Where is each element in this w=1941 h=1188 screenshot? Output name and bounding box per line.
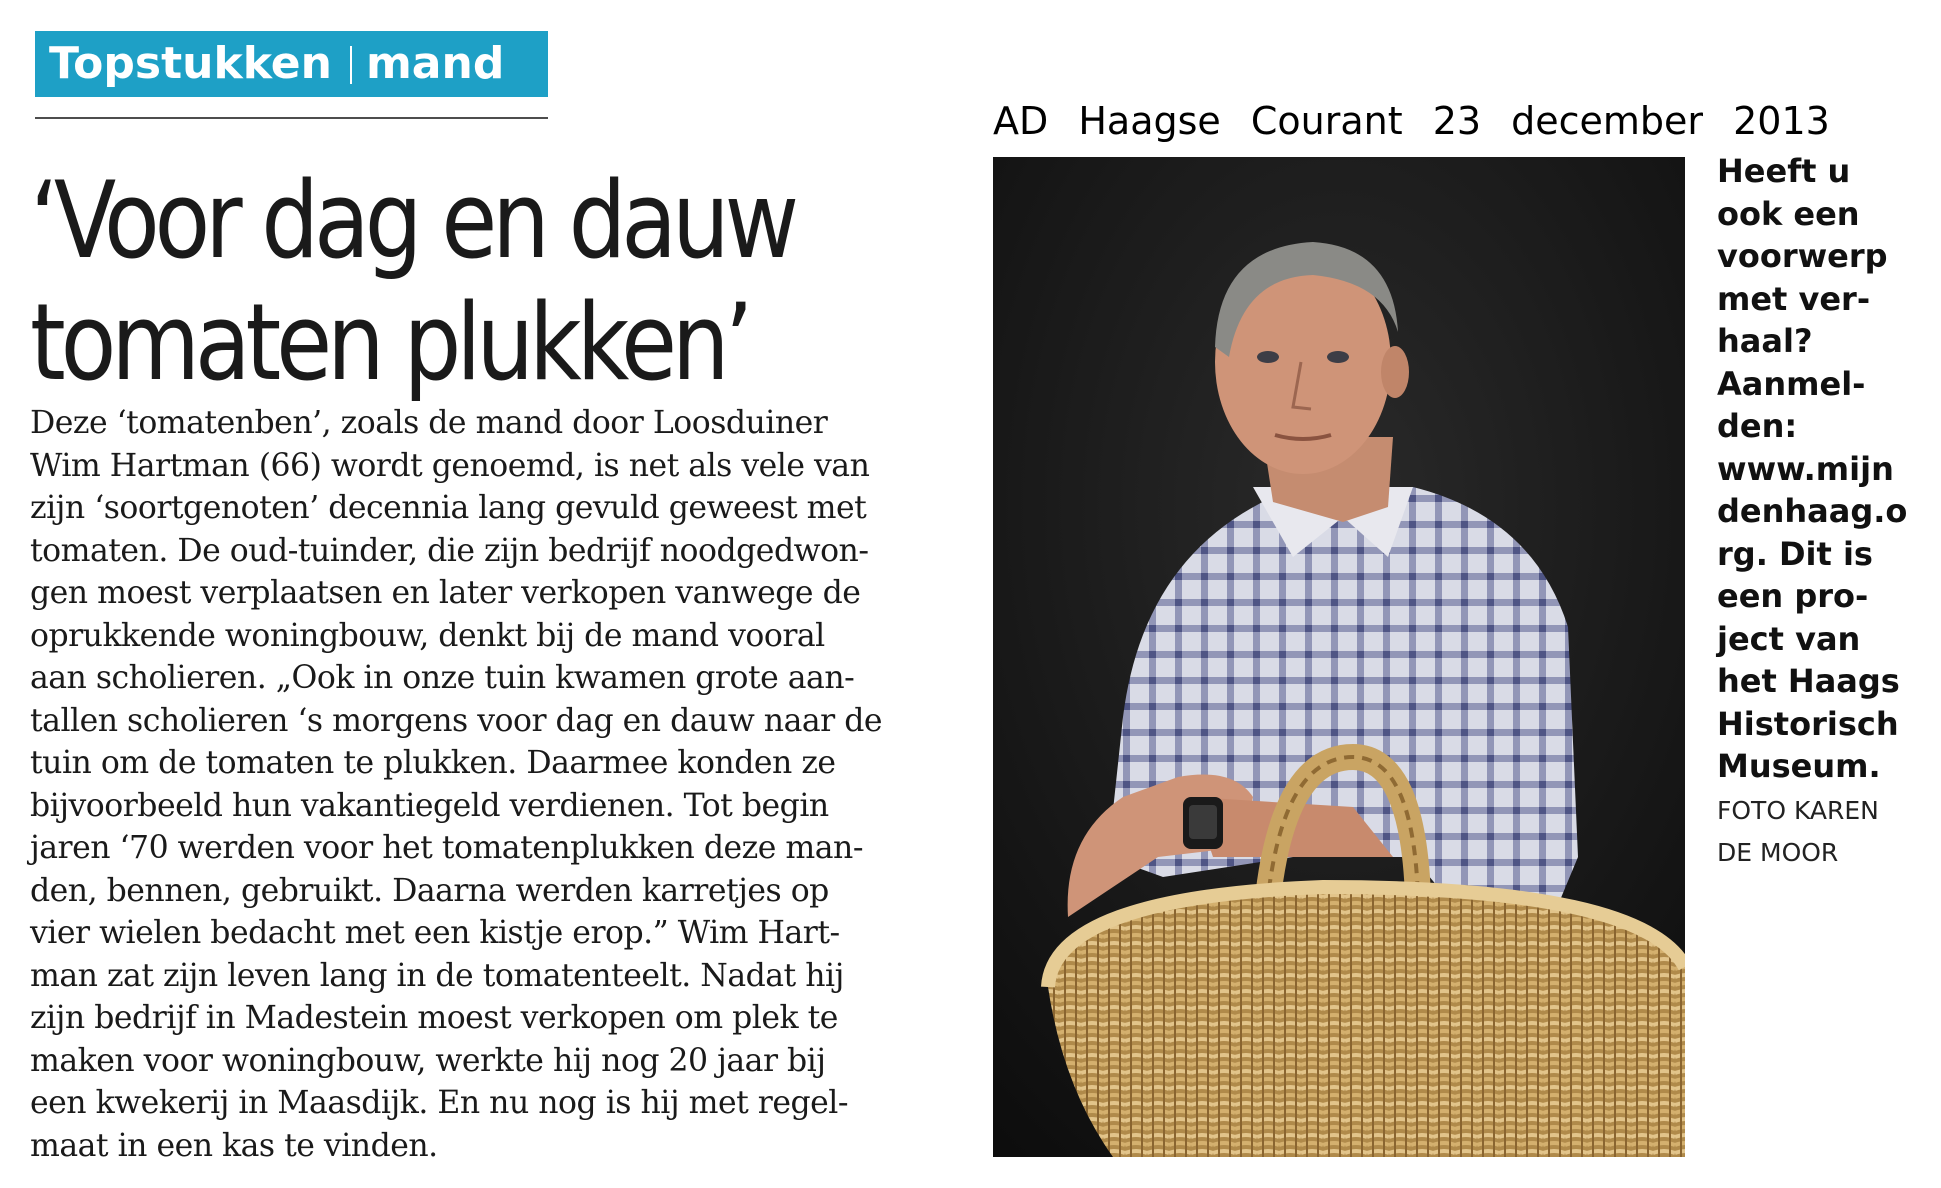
section-banner [35,31,548,97]
photo-credit [1717,790,1932,874]
body-line: oprukkende woningbouw, denkt bij de mand vooral [30,617,825,654]
sidebar-line: rg. Dit is [1717,534,1873,573]
sidebar-line: denhaag.o [1717,492,1908,530]
body-line: een kwekerij in Maasdijk. En nu nog is hij met regel- [30,1085,849,1121]
man-with-basket-illustration [993,157,1685,1157]
body-line: Deze ‘tomatenben’, zoals de mand door Loosduiner [30,405,828,441]
sidebar-line: haal? [1717,322,1813,360]
section-sublabel: mand [365,38,505,89]
headline-line-2: tomaten plukken’ [30,281,749,404]
body-line: zijn ‘soortgenoten’ decennia lang gevuld geweest met [30,490,867,526]
body-line: Wim Hartman (66) wordt genoemd, is net als vele van [30,447,870,484]
sidebar-line: Heeft u [1717,152,1851,190]
body-line: zijn bedrijf in Madestein moest verkopen om plek te [30,1000,838,1036]
sidebar-line: den: [1717,407,1798,445]
body-line: tallen scholieren ‘s morgens voor dag en dauw naar de [30,702,883,739]
sidebar-line: www.mijn [1717,449,1894,488]
article-body [30,402,955,1167]
sidebar-callout [1717,150,1932,788]
section-divider [350,46,352,84]
article-photo [993,157,1685,1157]
body-line: tuin om de tomaten te plukken. Daarmee konden ze [30,745,836,781]
header-rule [35,117,548,119]
body-line: maken voor woningbouw, werkte hij nog 20 jaar bij [30,1042,826,1079]
credit-line: DE MOOR [1717,838,1839,867]
body-line: maat in een kas te vinden. [30,1127,438,1164]
body-line: tomaten. De oud-tuinder, die zijn bedrijf noodgedwon- [30,532,869,569]
section-label: Topstukken [49,38,332,89]
sidebar-line: voorwerp [1717,237,1888,275]
body-line: vier wielen bedacht met een kistje erop.” Wim Hart- [30,915,840,951]
body-line: den, bennen, gebruikt. Daarna werden karretjes op [30,872,829,909]
body-line: aan scholieren. „Ook in onze tuin kwamen grote aan- [30,660,855,696]
sidebar-line: Museum. [1717,747,1881,785]
sidebar-line: met ver- [1717,279,1871,318]
body-line: gen moest verplaatsen en later verkopen vanwege de [30,575,861,611]
body-line: jaren ‘70 werden voor het tomatenplukken deze man- [30,830,863,866]
sidebar-line: ook een [1717,194,1860,233]
sidebar-line: Aanmel- [1717,364,1866,403]
body-line: man zat zijn leven lang in de tomatenteelt. Nadat hij [30,957,844,994]
sidebar-line: het Haags [1717,662,1900,700]
sidebar-line: Historisch [1717,704,1899,743]
headline [30,160,830,404]
headline-line-1: ‘Voor dag en dauw [30,159,795,282]
sidebar-line: ject van [1717,619,1861,658]
credit-line: FOTO KAREN [1717,796,1879,825]
body-line: bijvoorbeeld hun vakantiegeld verdienen. Tot begin [30,787,829,824]
sidebar-line: een pro- [1717,577,1869,615]
source-line: AD Haagse Courant 23 december 2013 [993,99,1830,143]
